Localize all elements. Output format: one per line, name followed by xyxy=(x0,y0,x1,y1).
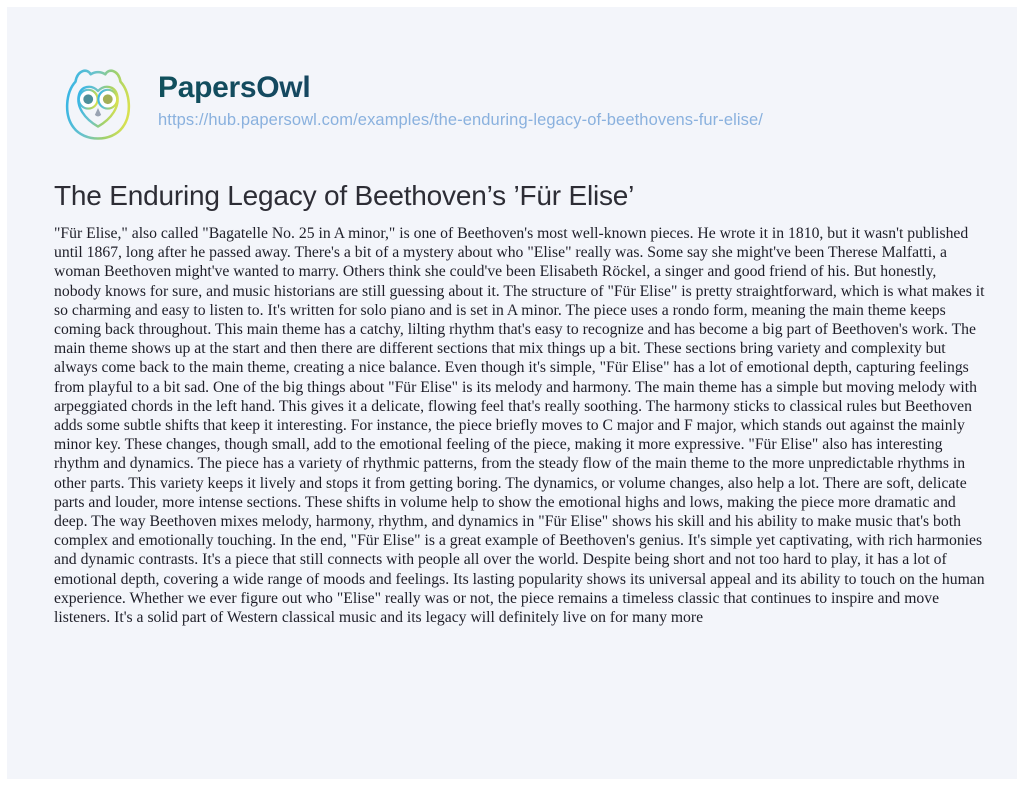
article-body: "Für Elise," also called "Bagatelle No. 25 in A minor," is one of Beethoven's most well-known pieces. He wrote it in 1810, but it wasn't published until 1867, long after he passed away. There's a bit of a mystery about who "Elise" really was. Some say she might've been Therese Malfatti, a woman Beethoven might've wanted to marry. Others think she could've been Elisabeth Röckel, a singer and good friend of his. But honestly, nobody knows for sure, and music historians are still guessing about it. The structure of "Für Elise" is pretty straightforward, which is what makes it so charming and easy to listen to. It's written for solo piano and is set in A minor. The piece uses a rondo form, meaning the main theme keeps coming back throughout. This main theme has a catchy, lilting rhythm that's easy to recognize and has become a big part of Beethoven's work. The main theme shows up at the start and then there are different sections that mix things up a bit. These sections bring variety and complexity but always come back to the main theme, creating a nice balance. Even though it's simple, "Für Elise" has a lot of emotional depth, capturing feelings from playful to a bit sad. One of the big things about "Für Elise" is its melody and harmony. The main theme has a simple but moving melody with arpeggiated chords in the left hand. This gives it a delicate, flowing feel that's really soothing. The harmony sticks to classical rules but Beethoven adds some subtle shifts that keep it interesting. For instance, the piece briefly moves to C major and F major, which stands out against the mainly minor key. These changes, though small, add to the emotional feeling of the piece, making it more expressive. "Für Elise" also has interesting rhythm and dynamics. The piece has a variety of rhythmic patterns, from the steady flow of the main theme to the more unpredictable rhythms in other parts. This variety keeps it lively and stops it from getting boring. The dynamics, or volume changes, also help a lot. There are soft, delicate parts and louder, more intense sections. These shifts in volume help to show the emotional highs and lows, making the piece more dramatic and deep. The way Beethoven mixes melody, harmony, rhythm, and dynamics in "Für Elise" shows his skill and his ability to make music that's both complex and emotionally touching. In the end, "Für Elise" is a great example of Beethoven's genius. It's simple yet captivating, with rich harmonies and dynamic contrasts. It's a piece that still connects with people all over the world. Despite being short and not too hard to play, it has a lot of emotional depth, covering a wide range of moods and feelings. Its lasting popularity shows its universal appeal and its ability to touch on the human experience. Whether we ever figure out who "Elise" really was or not, the piece remains a timeless classic that continues to inspire and move listeners. It's a solid part of Western classical music and its legacy will definitely live on for many more xyxy=(54,225,985,627)
page-title: The Enduring Legacy of Beethoven’s ’Für Elise’ xyxy=(54,180,635,211)
article-url-link[interactable]: https://hub.papersowl.com/examples/the-enduring-legacy-of-beethovens-fur-elise/ xyxy=(158,111,763,129)
brand-name: PapersOwl xyxy=(158,71,763,104)
brand-block xyxy=(158,61,763,130)
owl-logo-icon xyxy=(55,61,141,155)
site-header xyxy=(55,61,763,155)
papersowl-logo[interactable] xyxy=(55,61,141,155)
